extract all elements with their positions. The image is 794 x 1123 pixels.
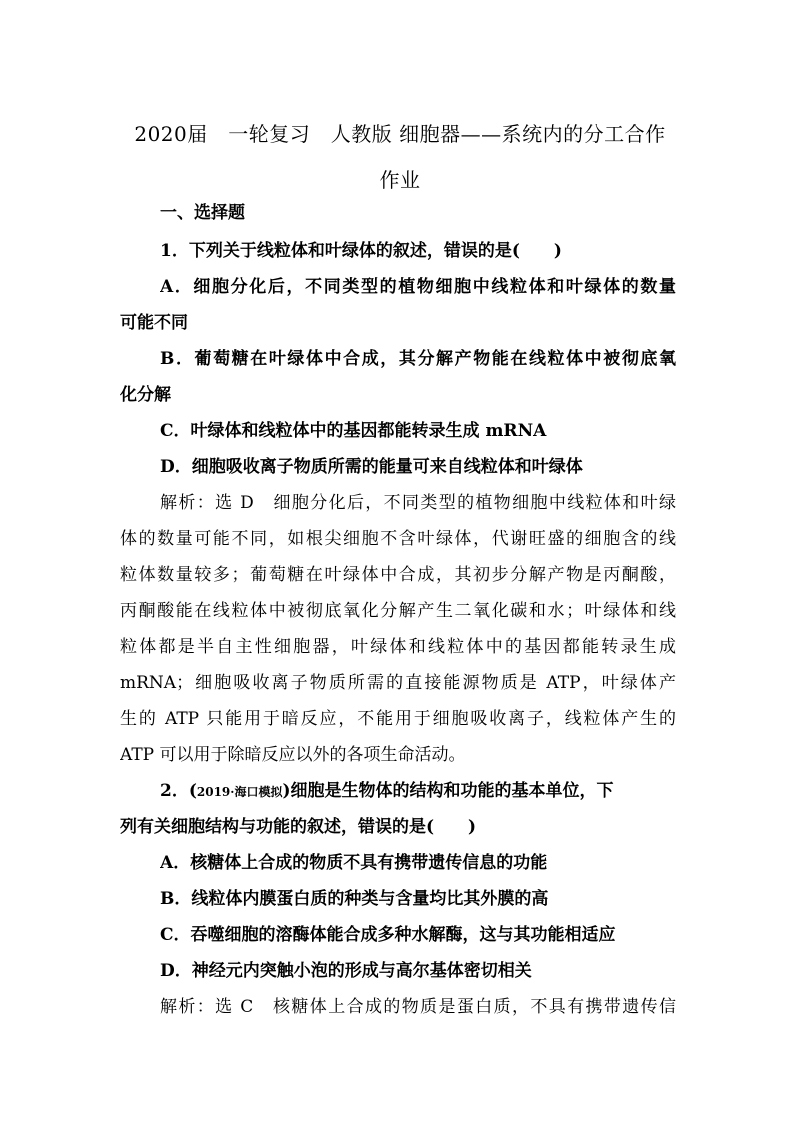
q2-option-b: B．线粒体内膜蛋白质的种类与含量均比其外膜的高 (160, 889, 549, 909)
q2-stem-text: )细胞是生物体的结构和功能的基本单位，下 (282, 781, 614, 801)
q1-explanation-line4: 丙酮酸能在线粒体中被彻底氧化分解产生二氧化碳和水；叶绿体和线 (120, 601, 676, 621)
q1-option-d: D．细胞吸收离子物质所需的能量可来自线粒体和叶绿体 (160, 457, 583, 477)
q1-explanation-line6: mRNA；细胞吸收离子物质所需的直接能源物质是 ATP，叶绿体产 (120, 673, 676, 693)
doc-title-line2: 作业 (379, 168, 421, 192)
q1-explanation-line8: ATP 可以用于除暗反应以外的各项生命活动。 (120, 745, 466, 765)
q1-stem: 1．下列关于线粒体和叶绿体的叙述，错误的是( ) (160, 241, 562, 261)
q2-number: 2．( (160, 781, 197, 801)
q2-stem-line2: 列有关细胞结构与功能的叙述，错误的是( ) (120, 817, 477, 837)
q2-stem-line1 (160, 780, 676, 803)
q1-explanation-line7: 生的 ATP 只能用于暗反应，不能用于细胞吸收离子，线粒体产生的 (120, 709, 676, 729)
q2-option-d: D．神经元内突触小泡的形成与高尔基体密切相关 (160, 961, 532, 981)
q2-option-a: A．核糖体上合成的物质不具有携带遗传信息的功能 (160, 853, 548, 873)
q1-explanation-line2: 体的数量可能不同，如根尖细胞不含叶绿体，代谢旺盛的细胞含的线 (120, 529, 676, 549)
q2-source: 2019·海口模拟 (196, 785, 283, 799)
q1-explanation-line3: 粒体数量较多；葡萄糖在叶绿体中合成，其初步分解产物是丙酮酸， (120, 565, 676, 585)
q2-option-c: C．吞噬细胞的溶酶体能合成多种水解酶，这与其功能相适应 (160, 925, 616, 945)
q1-option-b-line2: 化分解 (120, 385, 171, 405)
q1-option-a-line2: 可能不同 (120, 313, 188, 333)
q1-explanation-line1: 解析：选 D 细胞分化后，不同类型的植物细胞中线粒体和叶绿 (160, 493, 676, 513)
q1-explanation-line5: 粒体都是半自主性细胞器，叶绿体和线粒体中的基因都能转录生成 (120, 637, 676, 657)
q2-explanation-line1: 解析：选 C 核糖体上合成的物质是蛋白质，不具有携带遗传信 (160, 997, 676, 1017)
q1-option-a-line1: A．细胞分化后，不同类型的植物细胞中线粒体和叶绿体的数量 (160, 277, 676, 297)
q1-option-c: C．叶绿体和线粒体中的基因都能转录生成 mRNA (160, 421, 547, 441)
doc-title-line1: 2020届 一轮复习 人教版 细胞器——系统内的分工合作 (134, 122, 666, 146)
q1-option-b-line1: B．葡萄糖在叶绿体中合成，其分解产物能在线粒体中被彻底氧 (160, 349, 676, 369)
section-heading: 一、选择题 (160, 203, 245, 223)
